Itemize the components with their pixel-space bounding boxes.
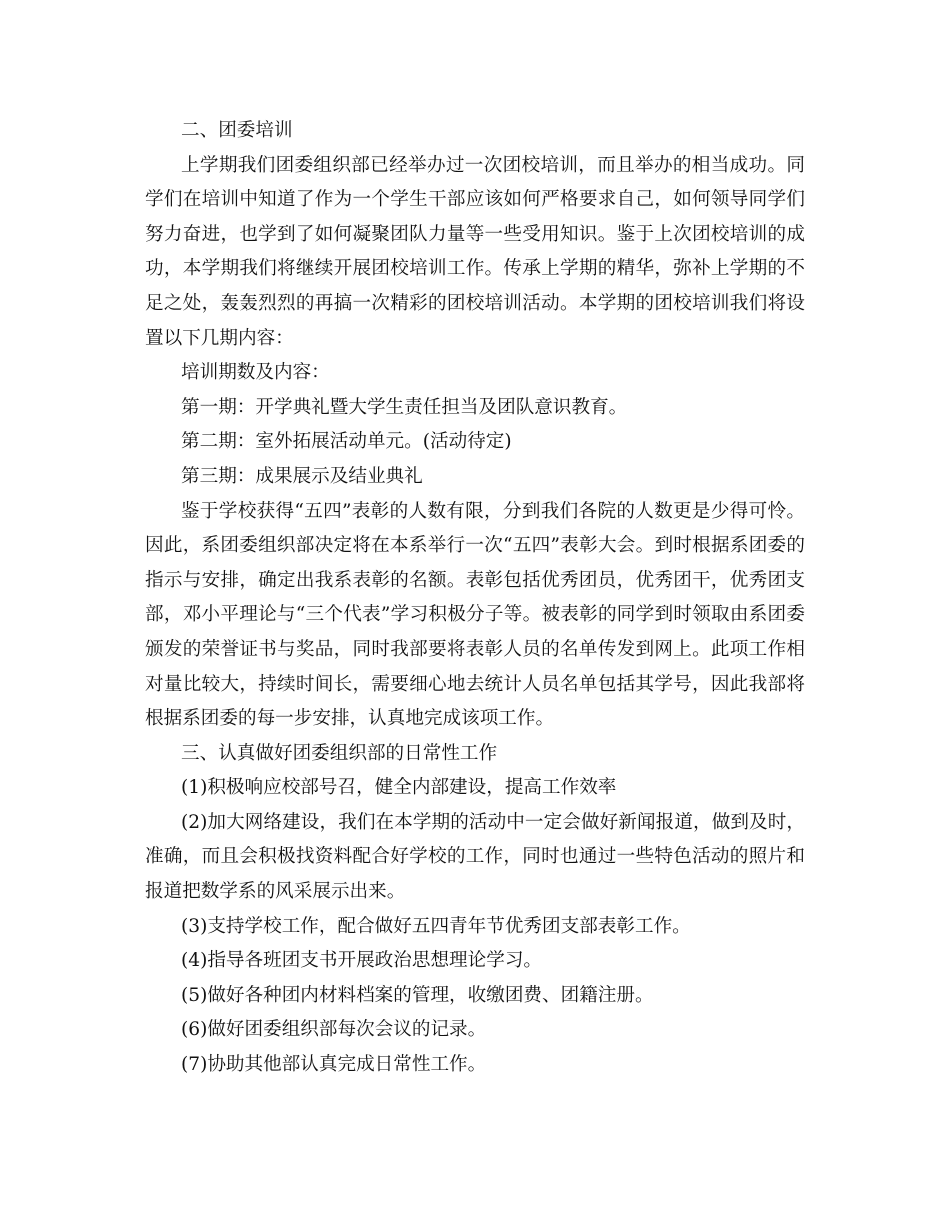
training-session-2: 第二期：室外拓展活动单元。(活动待定) [181, 431, 512, 453]
daily-work-item-1: (1)积极响应校部号召，健全内部建设，提高工作效率 [181, 777, 617, 799]
section-heading-daily-work: 三、认真做好团委组织部的日常性工作 [181, 742, 498, 764]
daily-work-item-7: (7)协助其他部认真完成日常性工作。 [181, 1054, 487, 1076]
daily-work-item-2: (2)加大网络建设，我们在本学期的活动中一定会做好新闻报道，做到及时，准确，而且会积极找资料配合好学校的工作，同时也通过一些特色活动的照片和报道把数学系的风采展示出来。 [145, 811, 805, 903]
paragraph-may-fourth-awards: 鉴于学校获得“五四”表彰的人数有限，分到我们各院的人数更是少得可怜。因此，系团委组织部决定将在本系举行一次“五四”表彰大会。到时根据系团委的指示与安排，确定出我系表彰的名额。表彰包括优秀团员，优秀团干，优秀团支部，邓小平理论与“三个代表”学习积极分子等。被表彰的同学到时领取由系团委颁发的荣誉证书与奖品，同时我部要将表彰人员的名单传发到网上。此项工作相对量比较大，持续时间长，需要细心地去统计人员名单包括其学号，因此我部将根据系团委的每一步安排，认真地完成该项工作。 [145, 500, 805, 730]
daily-work-item-3: (3)支持学校工作，配合做好五四青年节优秀团支部表彰工作。 [181, 915, 691, 937]
section-heading-league-training: 二、团委培训 [181, 120, 293, 141]
training-session-1: 第一期：开学典礼暨大学生责任担当及团队意识教育。 [181, 396, 628, 418]
daily-work-item-6: (6)做好团委组织部每次会议的记录。 [181, 1019, 487, 1041]
paragraph-training-review: 上学期我们团委组织部已经举办过一次团校培训，而且举办的相当成功。同学们在培训中知道了作为一个学生干部应该如何严格要求自己，如何领导同学们努力奋进，也学到了如何凝聚团队力量等一些受用知识。鉴于上次团校培训的成功，本学期我们将继续开展团校培训工作。传承上学期的精华，弥补上学期的不足之处，轰轰烈烈的再搞一次精彩的团校培训活动。本学期的团校培训我们将设置以下几期内容： [145, 154, 805, 349]
daily-work-item-4: (4)指导各班团支书开展政治思想理论学习。 [181, 950, 543, 972]
document-body [145, 114, 805, 1083]
daily-work-item-5: (5)做好各种团内材料档案的管理，收缴团费、团籍注册。 [181, 984, 654, 1006]
training-sessions-heading: 培训期数及内容： [181, 362, 330, 384]
training-session-3: 第三期：成果展示及结业典礼 [181, 465, 423, 487]
